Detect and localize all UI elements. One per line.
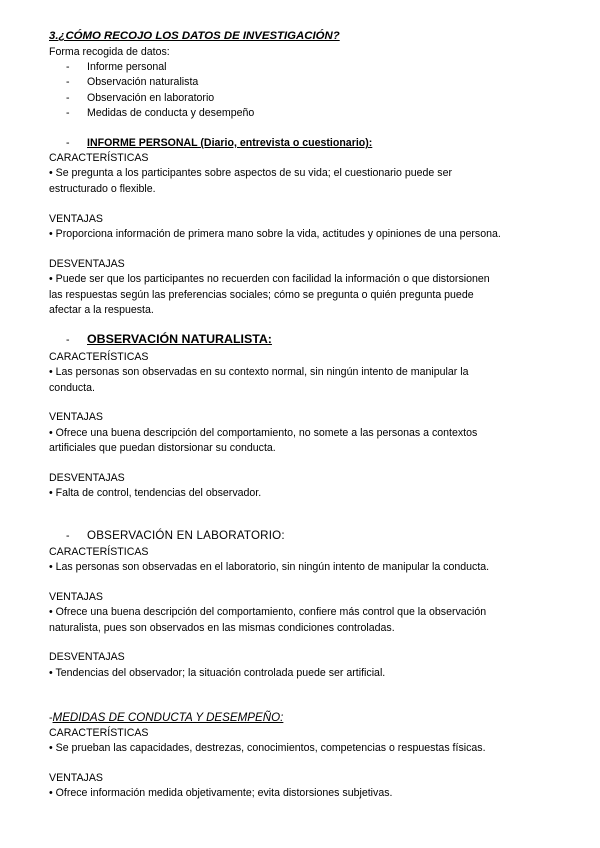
section-heading-informe: INFORME PERSONAL (Diario, entrevista o cuestionario): xyxy=(87,137,373,149)
characteristics-label: CARACTERÍSTICAS xyxy=(49,727,149,739)
paragraph-line: • Ofrece una buena descripción del comportamiento, no somete a las personas a contextos xyxy=(49,427,478,439)
paragraph-line: conducta. xyxy=(49,382,95,394)
characteristics-label: CARACTERÍSTICAS xyxy=(49,351,149,363)
paragraph-line: • Tendencias del observador; la situación controlada puede ser artificial. xyxy=(49,667,386,679)
list-dash: - xyxy=(66,107,70,119)
section-dash: - xyxy=(49,712,53,724)
paragraph-line: • Proporciona información de primera mano sobre la vida, actitudes y opiniones de una persona. xyxy=(49,228,501,240)
disadvantages-label: DESVENTAJAS xyxy=(49,258,125,270)
list-item: Informe personal xyxy=(87,61,167,73)
paragraph-line: • Se pregunta a los participantes sobre aspectos de su vida; el cuestionario puede ser xyxy=(49,167,452,179)
section-heading-medidas xyxy=(49,710,283,726)
list-item: Medidas de conducta y desempeño xyxy=(87,107,255,119)
paragraph-line: • Ofrece una buena descripción del comportamiento, confiere más control que la observación xyxy=(49,606,487,618)
section-heading-medidas-text: MEDIDAS DE CONDUCTA Y DESEMPEÑO: xyxy=(52,711,284,724)
section-heading-naturalista: OBSERVACIÓN NATURALISTA: xyxy=(87,332,272,346)
section-dash: - xyxy=(66,530,70,542)
page-title: 3.¿CÓMO RECOJO LOS DATOS DE INVESTIGACIÓN? xyxy=(49,30,340,42)
list-item: Observación en laboratorio xyxy=(87,92,215,104)
characteristics-label: CARACTERÍSTICAS xyxy=(49,546,149,558)
list-dash: - xyxy=(66,76,70,88)
list-item: Observación naturalista xyxy=(87,76,199,88)
advantages-label: VENTAJAS xyxy=(49,411,103,423)
disadvantages-label: DESVENTAJAS xyxy=(49,472,125,484)
paragraph-line: • Falta de control, tendencias del observador. xyxy=(49,487,262,499)
section-heading-laboratorio: OBSERVACIÓN EN LABORATORIO: xyxy=(87,529,285,542)
intro-text: Forma recogida de datos: xyxy=(49,46,170,58)
advantages-label: VENTAJAS xyxy=(49,591,103,603)
paragraph-line: • Las personas son observadas en su contexto normal, sin ningún intento de manipular la xyxy=(49,366,469,378)
section-dash: - xyxy=(66,334,70,346)
disadvantages-label: DESVENTAJAS xyxy=(49,651,125,663)
list-dash: - xyxy=(66,61,70,73)
paragraph-line: • Ofrece información medida objetivamente; evita distorsiones subjetivas. xyxy=(49,787,393,799)
characteristics-label: CARACTERÍSTICAS xyxy=(49,152,149,164)
advantages-label: VENTAJAS xyxy=(49,213,103,225)
advantages-label: VENTAJAS xyxy=(49,772,103,784)
list-dash: - xyxy=(66,92,70,104)
paragraph-line: estructurado o flexible. xyxy=(49,183,156,195)
paragraph-line: las respuestas según las preferencias sociales; cómo se pregunta o quién pregunta puede xyxy=(49,289,474,301)
section-dash: - xyxy=(66,137,70,149)
paragraph-line: naturalista, pues son observados en las mismas condiciones controladas. xyxy=(49,622,395,634)
paragraph-line: afectar a la respuesta. xyxy=(49,304,154,316)
paragraph-line: • Las personas son observadas en el laboratorio, sin ningún intento de manipular la conducta. xyxy=(49,561,490,573)
paragraph-line: • Se prueban las capacidades, destrezas, conocimientos, competencias o respuestas físicas. xyxy=(49,742,486,754)
paragraph-line: • Puede ser que los participantes no recuerden con facilidad la información o que distorsionen xyxy=(49,273,490,285)
paragraph-line: artificiales que puedan distorsionar su conducta. xyxy=(49,442,276,454)
